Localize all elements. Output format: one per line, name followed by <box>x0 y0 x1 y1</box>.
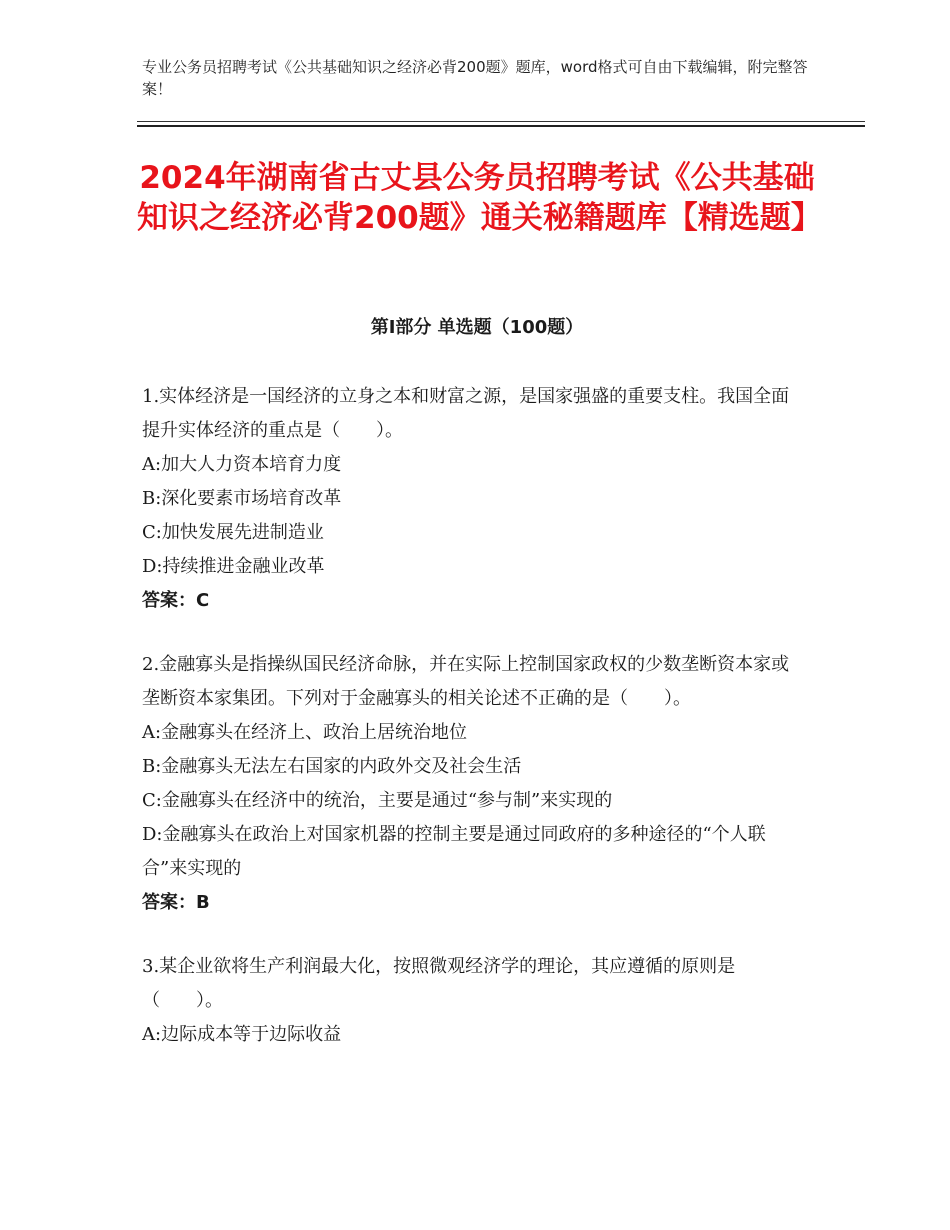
question-stem: 2.金融寡头是指操纵国民经济命脉，并在实际上控制国家政权的少数垄断资本家或垄断资本家集团。下列对于金融寡头的相关论述不正确的是（ ）。 <box>142 654 790 709</box>
question-stem: 3.某企业欲将生产利润最大化，按照微观经济学的理论，其应遵循的原则是（ ）。 <box>142 956 736 1011</box>
option-b: B:深化要素市场培育改革 <box>142 488 342 509</box>
question-stem: 1.实体经济是一国经济的立身之本和财富之源，是国家强盛的重要支柱。我国全面提升实体经济的重点是（ ）。 <box>142 386 790 441</box>
answer-label: 答案：C <box>142 590 210 611</box>
question-2 <box>142 648 806 920</box>
option-c: C:金融寡头在经济中的统治，主要是通过“参与制”来实现的 <box>142 790 613 811</box>
question-3 <box>142 950 806 1052</box>
document-title: 2024年湖南省古丈县公务员招聘考试《公共基础知识之经济必背200题》通关秘籍题库【精选题】 <box>137 160 822 236</box>
option-a: A:加大人力资本培育力度 <box>142 454 342 475</box>
option-b: B:金融寡头无法左右国家的内政外交及社会生活 <box>142 756 522 777</box>
section-title: 第I部分 单选题（100题） <box>370 317 584 338</box>
option-c: C:加快发展先进制造业 <box>142 522 324 543</box>
answer-label: 答案：B <box>142 892 210 913</box>
option-a: A:边际成本等于边际收益 <box>142 1024 342 1045</box>
header-rule-thick <box>137 125 865 127</box>
option-d: D:持续推进金融业改革 <box>142 556 325 577</box>
header-note: 专业公务员招聘考试《公共基础知识之经济必背200题》题库，word格式可自由下载编辑，附完整答案！ <box>142 58 808 98</box>
option-d: D:金融寡头在政治上对国家机器的控制主要是通过同政府的多种途径的“个人联合”来实现的 <box>142 824 766 879</box>
header-rule-thin <box>137 121 865 122</box>
question-1 <box>142 380 806 618</box>
option-a: A:金融寡头在经济上、政治上居统治地位 <box>142 722 468 743</box>
question-list <box>142 380 806 1082</box>
